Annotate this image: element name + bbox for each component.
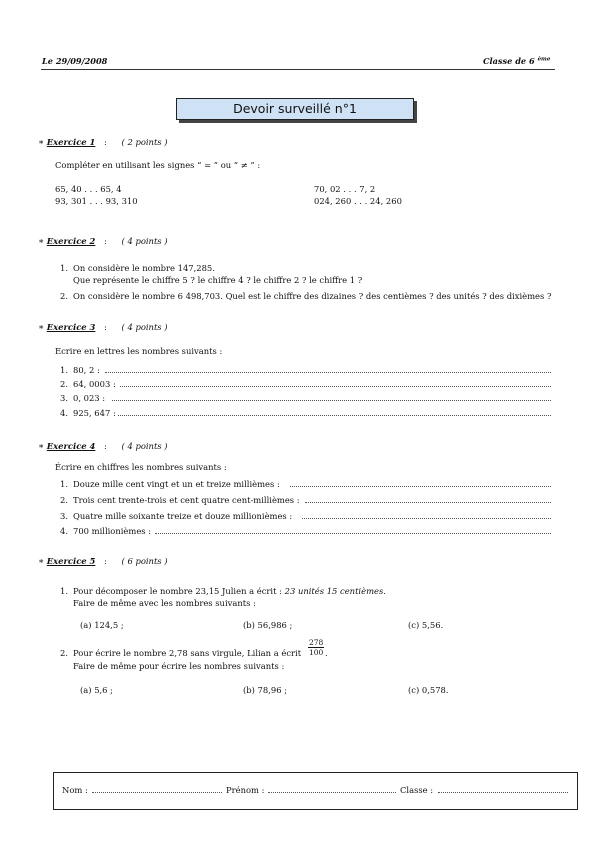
class-label: Classe : bbox=[400, 785, 434, 795]
exercise-2-points: ( 4 points ) bbox=[121, 236, 168, 246]
exercise-1-points: ( 2 points ) bbox=[121, 137, 168, 147]
exercise-5-colon: : bbox=[104, 556, 107, 566]
exercise-4-item: Trois cent trente-trois et cent quatre cent-millièmes : bbox=[73, 495, 300, 505]
exercise-4-instruction: Écrire en chiffres les nombres suivants : bbox=[55, 462, 227, 472]
star-icon: ∗ bbox=[38, 557, 45, 567]
list-number: 1. bbox=[60, 263, 68, 273]
answer-line bbox=[112, 400, 551, 401]
exercise-5-q1-option: (b) 56,986 ; bbox=[243, 620, 293, 630]
exercise-3-instruction: Ecrire en lettres les nombres suivants : bbox=[55, 346, 223, 356]
list-number: 2. bbox=[60, 648, 68, 658]
exercise-3-label: Exercice 3 bbox=[46, 322, 96, 332]
list-number: 1. bbox=[60, 586, 68, 596]
period: . bbox=[325, 648, 328, 658]
answer-line bbox=[118, 415, 551, 416]
firstname-field[interactable] bbox=[268, 792, 396, 793]
exercise-3-item: 80, 2 : bbox=[73, 365, 100, 375]
fraction-numerator: 278 bbox=[309, 638, 324, 647]
exercise-2-item-line: Que représente le chiffre 5 ? le chiffre 4 ? le chiffre 2 ? le chiffre 1 ? bbox=[73, 275, 363, 285]
exercise-5-label: Exercice 5 bbox=[46, 556, 96, 566]
exercise-5-q1-instruction: Faire de même avec les nombres suivants : bbox=[73, 598, 256, 608]
exercise-1-colon: : bbox=[104, 137, 107, 147]
exercise-4-item: Quatre mille soixante treize et douze millionièmes : bbox=[73, 511, 293, 521]
exercise-4-points: ( 4 points ) bbox=[121, 441, 168, 451]
exercise-5-q2-option: (b) 78,96 ; bbox=[243, 685, 288, 695]
list-number: 1. bbox=[60, 365, 68, 375]
exercise-5-q1-option: (c) 5,56. bbox=[408, 620, 444, 630]
header-date: Le 29/09/2008 bbox=[42, 56, 108, 66]
star-icon: ∗ bbox=[38, 323, 45, 333]
fraction bbox=[308, 638, 324, 657]
list-number: 1. bbox=[60, 479, 68, 489]
exercise-5-points: ( 6 points ) bbox=[121, 556, 168, 566]
exercise-3-item: 0, 023 : bbox=[73, 393, 106, 403]
list-number: 3. bbox=[60, 511, 68, 521]
exercise-3-item: 64, 0003 : bbox=[73, 379, 116, 389]
exercise-3-colon: : bbox=[104, 322, 107, 332]
exercise-1-item: 024, 260 . . . 24, 260 bbox=[314, 196, 402, 206]
exercise-5-q2-instruction: Faire de même pour écrire les nombres suivants : bbox=[73, 661, 285, 671]
exercise-5-q1-option: (a) 124,5 ; bbox=[80, 620, 124, 630]
star-icon: ∗ bbox=[38, 442, 45, 452]
answer-line bbox=[305, 502, 551, 503]
exercise-3-points: ( 4 points ) bbox=[121, 322, 168, 332]
exercise-4-item: Douze mille cent vingt et un et treize millièmes : bbox=[73, 479, 280, 489]
exercise-4-heading bbox=[38, 441, 168, 452]
name-label: Nom : bbox=[62, 785, 88, 795]
exercise-3-item: 925, 647 : bbox=[73, 408, 116, 418]
answer-line bbox=[120, 386, 551, 387]
header-class bbox=[483, 56, 550, 66]
exercise-3-heading bbox=[38, 322, 168, 333]
exercise-5-q1-example: 23 unités 15 centièmes. bbox=[284, 586, 386, 596]
exercise-5-q2-option: (c) 0,578. bbox=[408, 685, 449, 695]
exercise-5-q1-line bbox=[73, 586, 386, 596]
answer-line bbox=[302, 518, 551, 519]
list-number: 3. bbox=[60, 393, 68, 403]
exercise-4-label: Exercice 4 bbox=[46, 441, 96, 451]
exercise-4-colon: : bbox=[104, 441, 107, 451]
exercise-2-heading bbox=[38, 236, 168, 247]
exercise-2-item-line: On considère le nombre 6 498,703. Quel est le chiffre des dizaines ? des centièmes ? des unités ? des dixièmes ? bbox=[73, 291, 552, 301]
firstname-label: Prénom : bbox=[226, 785, 265, 795]
identity-box bbox=[53, 772, 578, 810]
list-number: 2. bbox=[60, 379, 68, 389]
header-rule bbox=[41, 69, 555, 70]
exercise-1-item: 93, 301 . . . 93, 310 bbox=[55, 196, 138, 206]
header-class-sup: ème bbox=[537, 56, 551, 63]
exercise-1-item: 65, 40 . . . 65, 4 bbox=[55, 184, 122, 194]
list-number: 2. bbox=[60, 291, 68, 301]
exercise-5-q2-option: (a) 5,6 ; bbox=[80, 685, 113, 695]
answer-line bbox=[155, 533, 551, 534]
exercise-2-colon: : bbox=[104, 236, 107, 246]
fraction-denominator: 100 bbox=[309, 648, 324, 657]
list-number: 2. bbox=[60, 495, 68, 505]
name-field[interactable] bbox=[92, 792, 222, 793]
answer-line bbox=[105, 372, 551, 373]
star-icon: ∗ bbox=[38, 237, 45, 247]
exercise-2-label: Exercice 2 bbox=[46, 236, 96, 246]
exercise-5-q1-text: Pour décomposer le nombre 23,15 Julien a écrit : bbox=[73, 586, 282, 596]
exercise-5-q2-text: Pour écrire le nombre 2,78 sans virgule, Lilian a écrit bbox=[73, 648, 302, 658]
exercise-4-item: 700 millionièmes : bbox=[73, 526, 152, 536]
exercise-5-heading bbox=[38, 556, 168, 567]
list-number: 4. bbox=[60, 526, 68, 536]
answer-line bbox=[290, 486, 551, 487]
exercise-1-instruction: Compléter en utilisant les signes “ = ” ou “ ≠ ” : bbox=[55, 160, 261, 170]
exercise-1-item: 70, 02 . . . 7, 2 bbox=[314, 184, 376, 194]
exercise-1-heading bbox=[38, 137, 168, 148]
exercise-1-label: Exercice 1 bbox=[46, 137, 96, 147]
star-icon: ∗ bbox=[38, 138, 45, 148]
page-title: Devoir surveillé n°1 bbox=[176, 98, 414, 120]
header-class-label: Classe de 6 bbox=[483, 56, 535, 66]
class-field[interactable] bbox=[438, 792, 568, 793]
exercise-2-item-line: On considère le nombre 147,285. bbox=[73, 263, 215, 273]
list-number: 4. bbox=[60, 408, 68, 418]
